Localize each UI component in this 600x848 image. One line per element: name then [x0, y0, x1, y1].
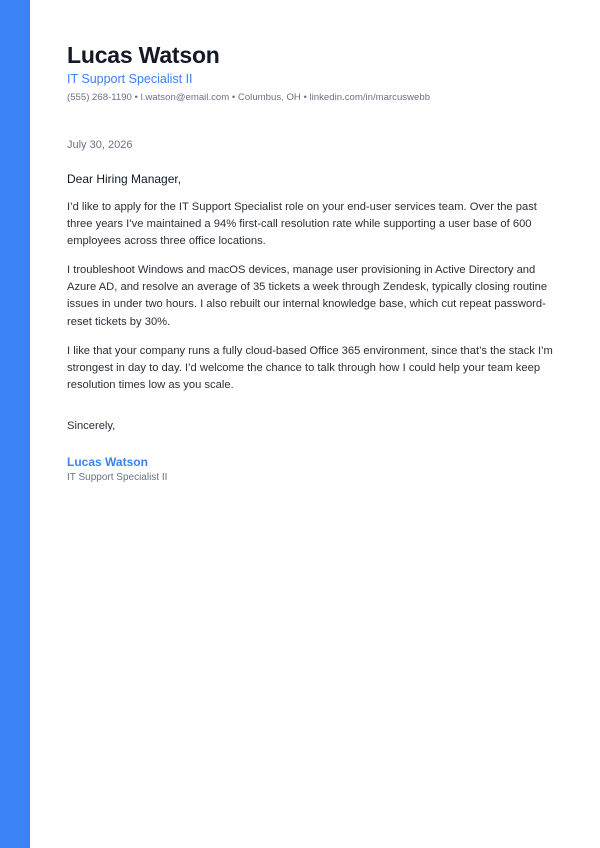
contact-line: (555) 268-1190 • l.watson@email.com • Columbus, OH • linkedin.com/in/marcuswebb	[67, 92, 431, 103]
signature-name: Lucas Watson	[67, 455, 148, 469]
accent-sidebar-bar	[0, 0, 30, 848]
applicant-role: IT Support Specialist II	[67, 72, 193, 86]
letter-paragraph: I troubleshoot Windows and macOS devices, manage user provisioning in Active Directory and Azure AD, and resolve an average of 35 tickets a week through Zendesk, typically closing routine issues in under two hours. I also rebuilt our internal knowledge base, which cut repeat password-reset tickets by 30%.	[67, 264, 548, 328]
letter-paragraph: I’d like to apply for the IT Support Specialist role on your end-user services team. Over the past three years I’ve maintained a 94% first-call resolution rate while supporting a user base of 600 employees across three office locations.	[67, 201, 537, 248]
applicant-name: Lucas Watson	[67, 42, 220, 68]
signature-role: IT Support Specialist II	[67, 472, 168, 483]
letter-greeting: Dear Hiring Manager,	[67, 172, 182, 186]
letter-closing: Sincerely,	[67, 420, 116, 432]
letter-paragraph: I like that your company runs a fully cloud-based Office 365 environment, since that’s the stack I’m strongest in day to day. I’d welcome the chance to talk through how I could help your team keep resolution times low as you scale.	[67, 345, 553, 392]
letter-date: July 30, 2026	[67, 139, 133, 151]
